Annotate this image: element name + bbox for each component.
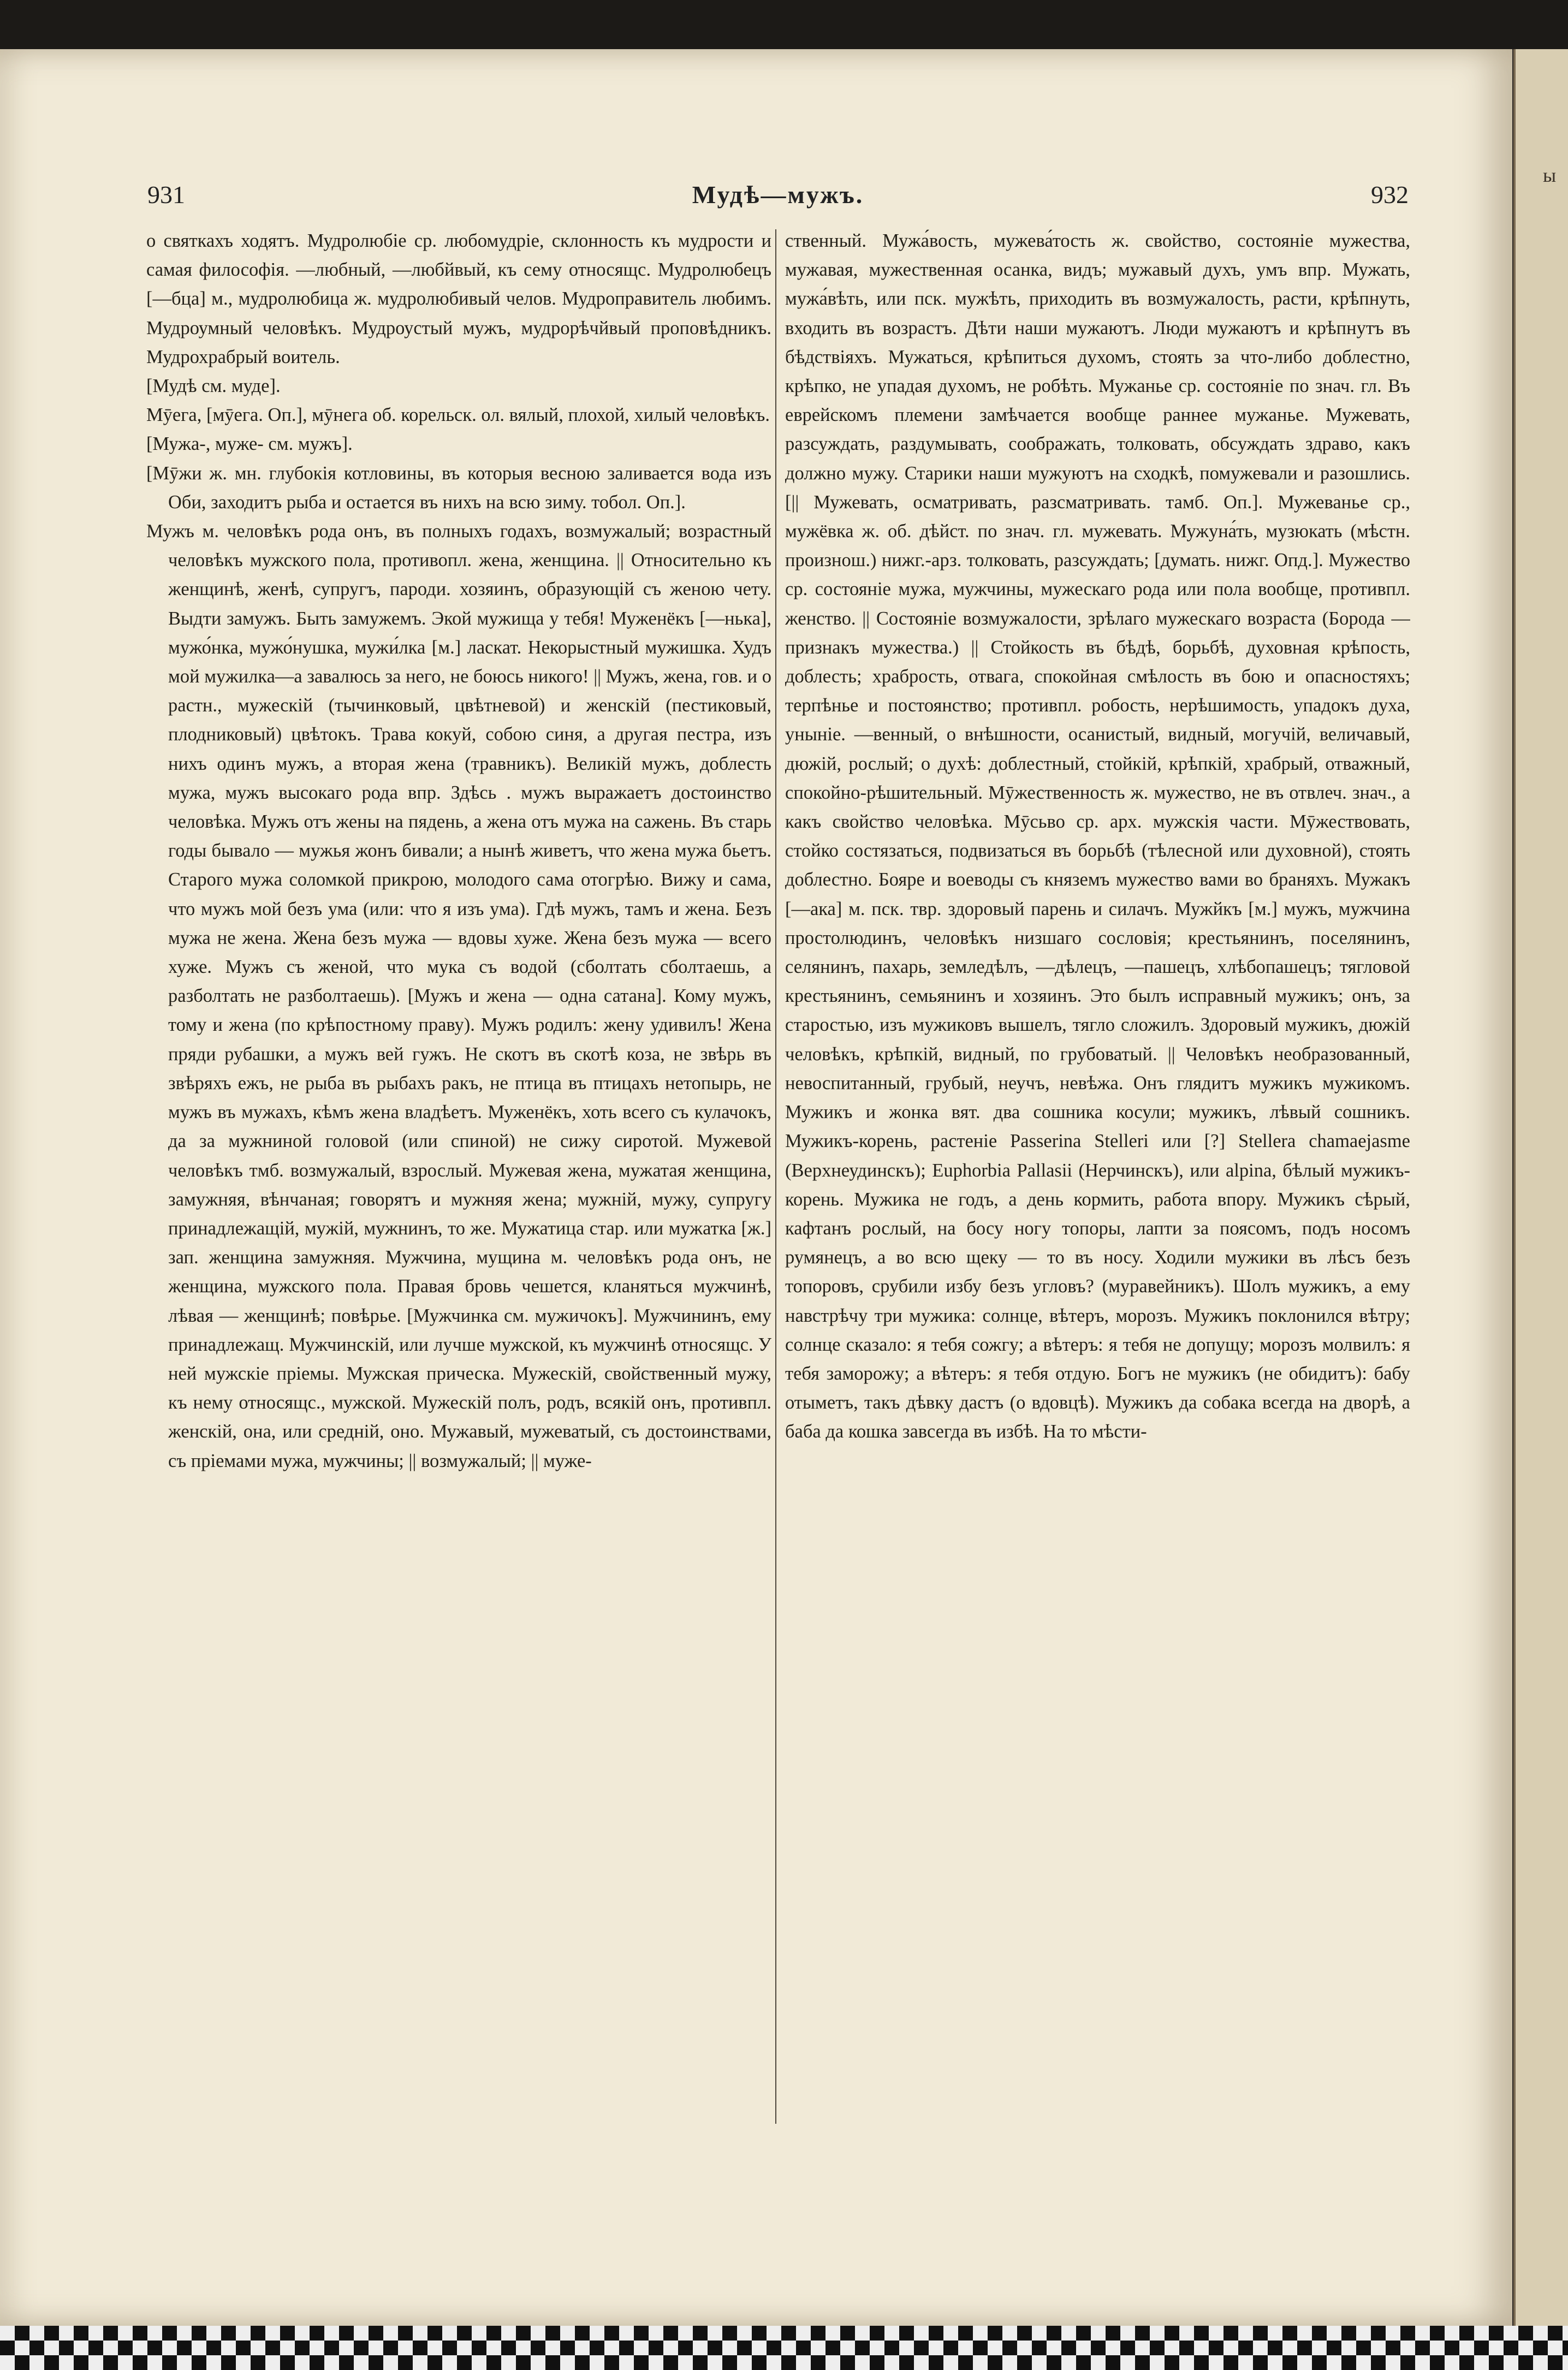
left-column bbox=[146, 227, 771, 2137]
next-page-letter: ы bbox=[1543, 164, 1557, 186]
scan-background-top bbox=[0, 0, 1568, 49]
entry-paragraph: Мӯега, [мӯега. Оп.], мӯнега об. корельск. ол. вялый, плохой, хилый человѣкъ. bbox=[146, 405, 770, 426]
entry-paragraph: Мужъ м. человѣкъ рода онъ, въ полныхъ годахъ, возмужалый; возрастный человѣкъ мужского пола, противопл. жена, женщина. || Относительно къ женщинѣ, женѣ, супругъ, пароди. хозяинъ, образующій съ женою чету. Выдти замужъ. Быть замужемъ. Экой мужища у тебя! Муженёкъ [—нька], мужо́нка, мужо́нушка, мужи́лка [м.] ласкат. Некорыстный мужишка. Худъ мой мужилка—а завалюсь за него, не боюсь никого! || Мужъ, жена, гов. и о растн., мужескій (тычинковый, цвѣтневой) и женскій (пестиковый, плодниковый) цвѣтокъ. Трава кокуй, собою синя, а другая пестра, изъ нихъ одинъ мужъ, а вторая жена (травникъ). Великій мужъ, доблесть мужа, мужъ высокаго рода впр. Здѣсь . мужъ выражаетъ достоинство человѣка. Мужъ отъ жены на пядень, а жена отъ мужа на сажень. Въ старь годы бывало — мужья жонъ бивали; а нынѣ живетъ, что жена мужа бьетъ. Старого мужа соломкой прикрою, молодого сама отогрѣю. Вижу и сама, что мужъ мой безъ ума (или: что я изъ ума). Гдѣ мужъ, тамъ и жена. Безъ мужа не жена. Жена безъ мужа — вдовы хуже. Жена безъ мужа — всего хуже. Мужъ съ женой, что мука съ водой (сболтать сболтаешь, а разболтать не разболтаешь). [Мужъ и жена — одна сатана]. Кому мужъ, тому и жена (по крѣпостному праву). Мужъ родилъ: жену удивилъ! Жена пряди рубашки, а мужъ вей гужъ. Не скотъ въ скотѣ коза, не звѣрь въ звѣряхъ ежъ, не рыба въ рыбахъ ракъ, не птица въ птицахъ нетопырь, не мужъ въ мужахъ, кѣмъ жена владѣетъ. Муженёкъ, хоть всего съ кулачокъ, да за мужниной головой (или спиной) не сижу сиротой. Мужевой человѣкъ тмб. возмужалый, взрослый. Мужевая жена, мужатая женщина, замужняя, вѣнчаная; говорятъ и мужняя жена; мужній, мужу, супругу принадлежащій, мужій, мужнинъ, то же. Мужатица стар. или мужатка [ж.] зап. женщина замужняя. Мужчина, мущина м. человѣкъ рода онъ, не женщина, мужского пола. Правая бровь чешется, кланяться мужчинѣ, лѣвая — женщинѣ; повѣрье. [Мужчинка см. мужичокъ]. Мужчининъ, ему принадлежащ. Мужчинскій, или лучше мужской, къ мужчинѣ относящс. У ней мужскіе пріемы. Мужская прическа. Мужескій, свойственный мужу, къ нему относящс., мужской. Мужескій полъ, родъ, всякій онъ, противпл. женскій, она, или средній, оно. Мужавый, мужеватый, съ достоинствами, съ пріемами мужа, мужчины; || возмужалый; || муже- bbox=[146, 521, 771, 1471]
entry-paragraph: ственный. Мужа́вость, мужева́тость ж. свойство, состояніе мужества, мужавая, мужественная осанка, видъ; мужавый духъ, умъ впр. Мужать, мужа́вѣть, или пск. мужѣть, приходить въ возмужалость, расти, крѣпнуть, входить въ возрастъ. Дѣти наши мужаютъ. Люди мужаютъ и крѣпнутъ въ бѣдствіяхъ. Мужаться, крѣпиться духомъ, стоять за что-либо доблестно, крѣпко, не упадая духомъ, не робѣть. Мужанье ср. состояніе по знач. гл. Въ еврейскомъ племени замѣчается вообще раннее мужанье. Мужевать, разсуждать, раздумывать, соображать, толковать, обсуждать здраво, какъ должно мужу. Старики наши мужуютъ на сходкѣ, помужевали и разошлись. [|| Мужевать, осматривать, разсматривать. тамб. Оп.]. Мужеванье ср., мужёвка ж. об. дѣйст. по знач. гл. мужевать. Мужуна́ть, музюкать (мѣстн. произнош.) нижг.-арз. толковать, разсуждать; [думать. нижг. Опд.]. Мужество ср. состояніе мужа, мужчины, мужескаго рода или пола вообще, противпл. женство. || Состояніе возмужалости, зрѣлаго мужескаго возраста (Борода — признакъ мужества.) || Стойкость въ бѣдѣ, борьбѣ, духовная крѣпость, доблесть; храбрость, отвага, спокойная смѣлость въ бою и опасностяхъ; терпѣнье и постоянство; противпл. робость, нерѣшимость, упадокъ духа, уныніе. —венный, о внѣшности, осанистый, видный, могучій, величавый, дюжій, рослый; о духѣ: доблестный, стойкій, крѣпкій, храбрый, отважный, спокойно-рѣшительный. Мӯжественность ж. мужество, не въ отвлеч. знач., а какъ свойство человѣка. Мӯсьво ср. арх. мужскія части. Мӯжествовать, стойко состязаться, подвизаться въ борьбѣ (тѣлесной или духовной), стоять доблестно. Бояре и воеводы съ княземъ мужество вами во браняхъ. Мужакъ [—ака] м. пск. твр. здоровый парень и силачъ. Мужйкъ [м.] мужъ, мужчина простолюдинъ, человѣкъ низшаго сословія; крестьянинъ, поселянинъ, селянинъ, пахарь, земледѣлъ, —дѣлецъ, —пашецъ, хлѣбопашецъ; тягловой крестьянинъ, семьянинъ и хозяинъ. Это былъ исправный мужикъ; онъ, за старостью, изъ мужиковъ вышелъ, тягло сложилъ. Здоровый мужикъ, дюжій человѣкъ, крѣпкій, видный, по грубоватый. || Человѣкъ необразованный, невоспитанный, грубый, неучъ, невѣжа. Онъ глядитъ мужикъ мужикомъ. Мужикъ и жонка вят. два сошника косули; мужикъ, лѣвый сошникъ. Мужикъ-корень, растеніе Passerina Stelleri или [?] Stellera chamaejasme (Верхнеудинскъ); Euphorbia Pallasii (Нерчинскъ), или alpina, бѣлый мужикъ-корень. Мужика не годъ, а день кормить, работа впору. Мужикъ сѣрый, кафтанъ рослый, на босу ногу топоры, лапти за поясомъ, подъ носомъ румянецъ, а во всю щеку — то въ носу. Ходили мужики въ лѣсъ безъ топоровъ, срубили избу безъ угловъ? (муравейникъ). Шолъ мужикъ, а ему навстрѣчу три мужика: солнце, вѣтеръ, морозъ. Мужикъ поклонился вѣтру; солнце сказало: я тебя сожгу; а вѣтеръ: я тебя не допущу; морозъ молвилъ: я тебя заморожу; а вѣтеръ: я тебя отдую. Богъ не мужикъ (не обидитъ): бабу отыметъ, такъ дѣвку дастъ (о вдовцѣ). Мужикъ да собака всегда на дворѣ, а баба да кошка завсегда въ избѣ. На то мѣсти- bbox=[785, 230, 1410, 1442]
next-page-edge bbox=[1513, 49, 1568, 2326]
scan-calibration-strip bbox=[0, 2326, 1568, 2370]
page-header bbox=[147, 180, 1409, 213]
running-title: Мудѣ—мужъ. bbox=[692, 181, 864, 209]
entry-paragraph: [Мудѣ см. муде]. bbox=[146, 376, 281, 397]
column-divider bbox=[775, 229, 776, 2124]
page-number-right: 932 bbox=[1371, 181, 1409, 209]
entry-paragraph: [Мужа-, муже- см. мужъ]. bbox=[146, 433, 353, 455]
page-number-left: 931 bbox=[147, 181, 185, 209]
right-column bbox=[785, 227, 1410, 2137]
entry-paragraph: [Мӯжи ж. мн. глубокія котловины, въ которыя весною заливается вода изъ Оби, заходитъ рыба и остается въ нихъ на всю зиму. тобол. Оп.]. bbox=[146, 462, 771, 513]
entry-paragraph: о святкахъ ходятъ. Мудролюбіе ср. любомудріе, склонность къ мудрости и самая философія. —любный, —любйвый, къ сему относящс. Мудролюбецъ [—бца] м., мудролюбица ж. мудролюбивый челов. Мудроправитель любимъ. Мудроумный человѣкъ. Мудроустый мужъ, мудрорѣчйвый проповѣдникъ. Мудрохрабрый воитель. bbox=[146, 230, 771, 367]
